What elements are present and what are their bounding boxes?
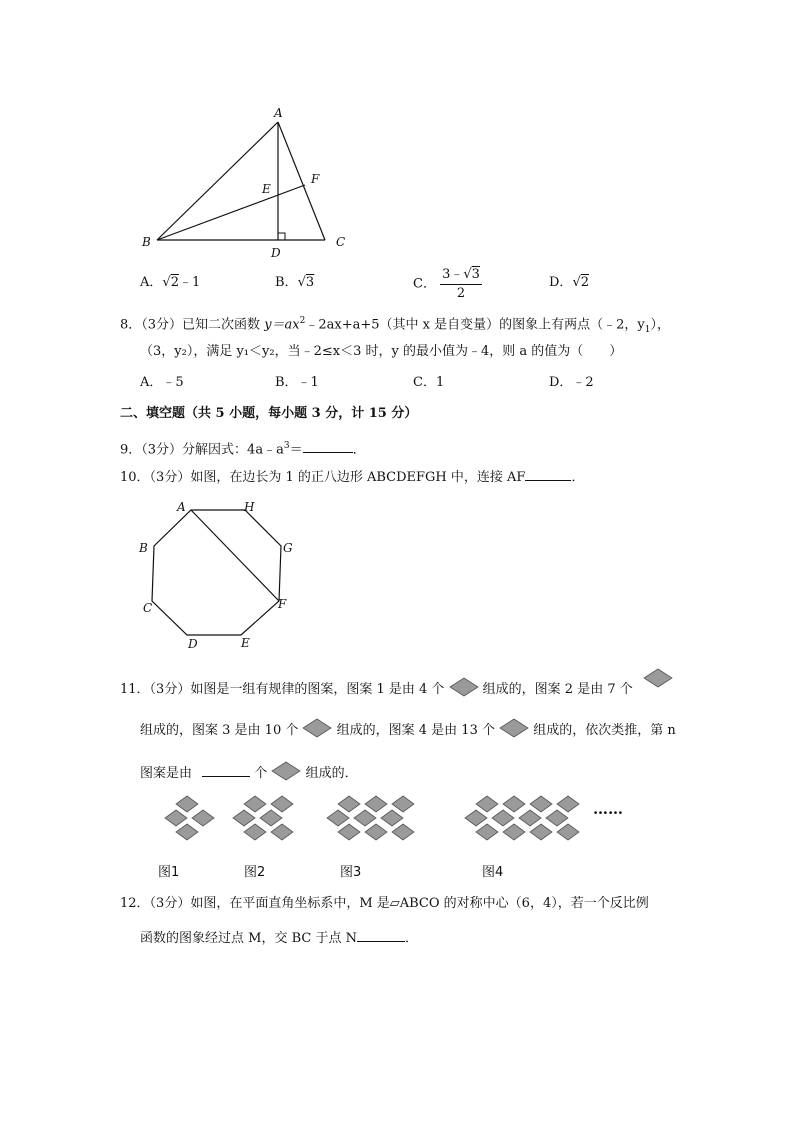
segment-bf xyxy=(157,185,305,240)
q11-line2: 组成的，图案 3 是由 10 个 组成的，图案 4 是由 13 个 组成的，依次类推，第 n xyxy=(140,718,676,740)
q7-option-c: C． $\frac{3﹣√3}{2}$ xyxy=(413,267,480,301)
q9-answer-blank[interactable] xyxy=(303,440,353,453)
pattern3-diamond xyxy=(381,810,403,826)
q8-option-c: C．1 xyxy=(413,375,445,390)
diamond-icon xyxy=(643,668,673,688)
q12-answer-blank[interactable] xyxy=(357,929,405,942)
pattern4-diamond xyxy=(530,824,552,840)
pattern1-diamond xyxy=(176,824,198,840)
pattern4-diamond xyxy=(557,796,579,812)
octagon-figure xyxy=(135,495,305,655)
pattern1-diamond xyxy=(192,810,214,826)
label-g: G xyxy=(283,541,293,555)
pattern3-diamond xyxy=(365,824,387,840)
pattern3-diamond xyxy=(327,810,349,826)
q8-line1: 8．（3分）已知二次函数 $y=ax^2﹣2ax+a+5$（其中 x 是自变量）的图象上有两点（﹣2，$y_1$）， xyxy=(120,316,670,335)
pattern4-diamond xyxy=(557,824,579,840)
label-d: D xyxy=(188,637,198,651)
diamond-icon xyxy=(302,718,332,738)
q8-option-a: A．﹣5 xyxy=(140,375,184,390)
label-e: E xyxy=(262,182,271,196)
label-f: F xyxy=(311,172,320,186)
q10-answer-blank[interactable] xyxy=(525,468,571,481)
pattern2-diamond xyxy=(233,810,255,826)
label-e: E xyxy=(241,636,250,650)
q12-line1: 12．（3分）如图，在平面直角坐标系中，M 是▱ABCO 的对称中心（6，4），若一个反比例 xyxy=(120,896,649,911)
q8-option-b: B．﹣1 xyxy=(275,375,319,390)
triangle-figure xyxy=(135,100,365,265)
pattern3-diamond xyxy=(392,824,414,840)
pattern1-diamond xyxy=(165,810,187,826)
pattern3-diamond xyxy=(338,824,360,840)
pattern2-diamond xyxy=(271,796,293,812)
label-a: A xyxy=(177,500,186,514)
q8-line2: （3，y₂），满足 y₁＜y₂，当﹣2≤x＜3 时，y 的最小值为﹣4，则 a 的值为（ ） xyxy=(140,344,623,359)
pattern4-diamond xyxy=(476,796,498,812)
label-c: C xyxy=(143,601,153,615)
diamond-pattern-row xyxy=(135,790,635,845)
q9: 9．（3分）分解因式：$4a﹣a^3=$ ． xyxy=(120,441,366,458)
diamond-icon xyxy=(499,718,529,738)
q7-option-a: A．√2﹣1 xyxy=(140,275,201,290)
pattern4-diamond xyxy=(465,810,487,826)
label-a: A xyxy=(274,106,283,120)
q7-option-d: D．√2 xyxy=(549,275,590,290)
pattern3-diamond xyxy=(338,796,360,812)
pattern4-diamond xyxy=(503,796,525,812)
q7-option-c-fraction: $\frac{3﹣√3}{2}$ xyxy=(442,267,480,301)
pattern4-diamond xyxy=(530,796,552,812)
octagon-shape xyxy=(152,510,281,635)
label-f: F xyxy=(278,597,287,611)
pattern4-diamond xyxy=(492,810,514,826)
pattern4-diamond xyxy=(476,824,498,840)
label-h: H xyxy=(244,500,255,514)
caption-fig2: 图2 xyxy=(244,865,266,880)
pattern4-diamond xyxy=(503,824,525,840)
pattern3-diamond xyxy=(354,810,376,826)
pattern1-diamond xyxy=(176,796,198,812)
segment-af xyxy=(191,510,279,601)
q10: 10．（3分）如图，在边长为 1 的正八边形 ABCDEFGH 中，连接 AF ． xyxy=(120,470,585,485)
pattern-ellipsis: …… xyxy=(593,800,623,818)
caption-fig4: 图4 xyxy=(482,865,504,880)
right-angle-mark xyxy=(278,233,285,240)
q11-line3: 图案是由 个 组成的． xyxy=(140,761,358,783)
pattern2-diamond xyxy=(260,810,282,826)
caption-fig1: 图1 xyxy=(158,865,180,880)
label-c: C xyxy=(336,235,346,249)
diamond-icon xyxy=(449,677,479,697)
q11-line1: 11．（3分）如图是一组有规律的图案，图案 1 是由 4 个 组成的，图案 2 是由 7 个 xyxy=(120,677,633,699)
label-b: B xyxy=(142,235,151,249)
caption-fig3: 图3 xyxy=(340,865,362,880)
label-d: D xyxy=(271,246,281,260)
section-title: 二、填空题（共 5 小题，每小题 3 分，计 15 分） xyxy=(120,406,418,421)
q11-answer-blank[interactable] xyxy=(202,764,250,777)
diamond-icon xyxy=(271,761,301,781)
pattern2-diamond xyxy=(244,796,266,812)
pattern3-diamond xyxy=(392,796,414,812)
pattern4-diamond xyxy=(546,810,568,826)
edge-ab xyxy=(157,122,278,240)
q12-line2: 函数的图象经过点 M，交 BC 于点 N ． xyxy=(140,931,418,946)
pattern3-diamond xyxy=(365,796,387,812)
q8-option-d: D．﹣2 xyxy=(549,375,594,390)
pattern2-diamond xyxy=(244,824,266,840)
pattern2-diamond xyxy=(271,824,293,840)
label-b: B xyxy=(139,541,148,555)
q7-option-b: B．√3 xyxy=(275,275,315,290)
pattern4-diamond xyxy=(519,810,541,826)
